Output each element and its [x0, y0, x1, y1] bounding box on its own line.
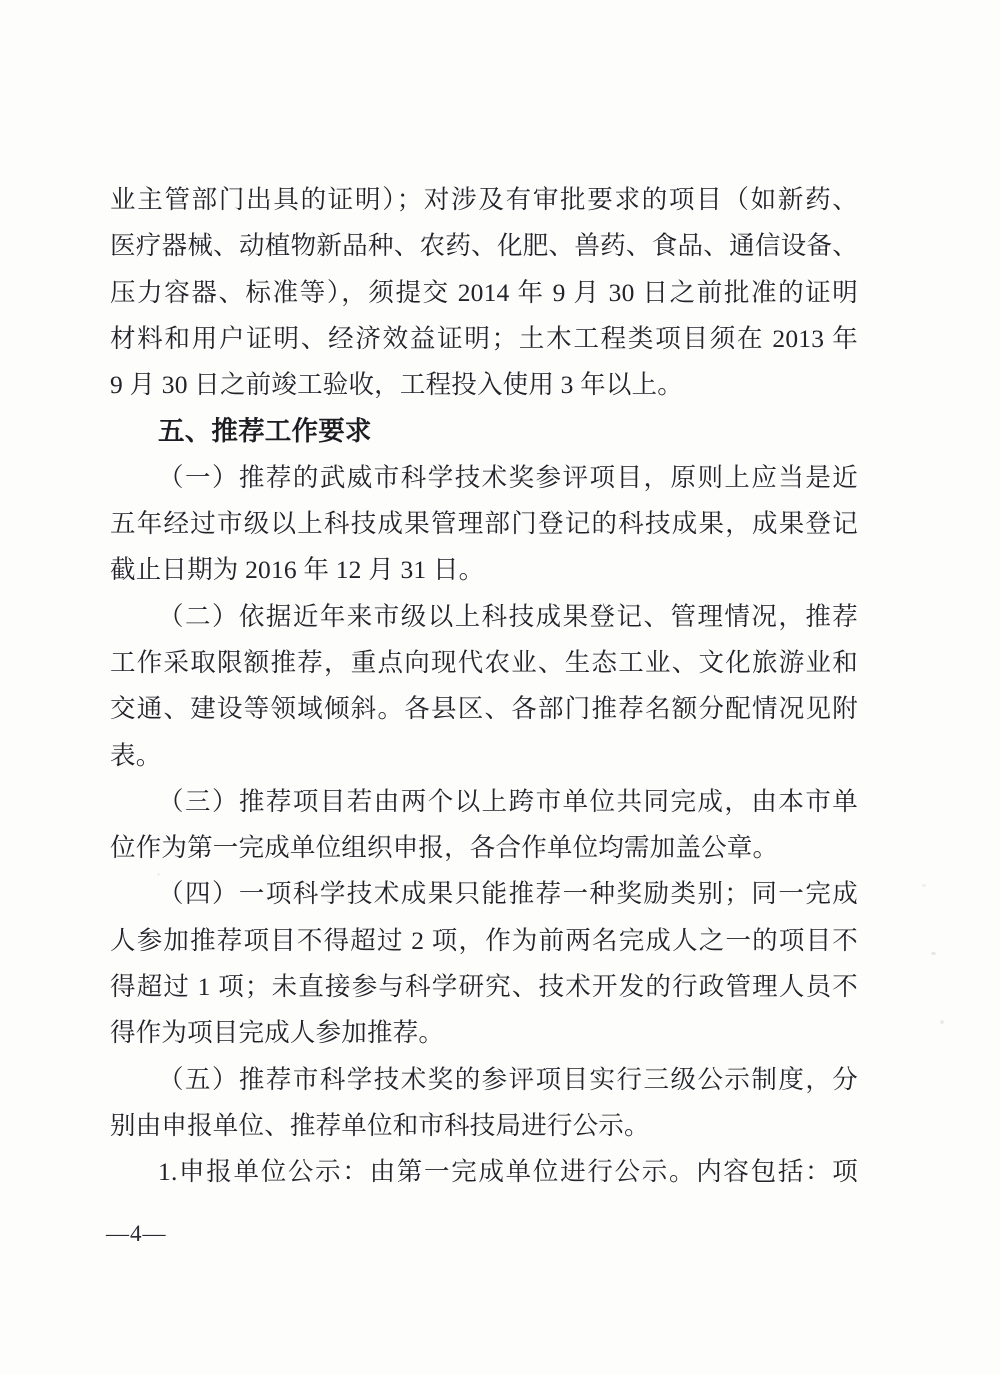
page-number: —4— — [106, 1221, 167, 1246]
text-line: 医疗器械、动植物新品种、农药、化肥、兽药、食品、通信设备、 — [110, 231, 858, 261]
scan-artifact — [922, 884, 926, 887]
text-line: 位作为第一完成单位组织申报，各合作单位均需加盖公章。 — [110, 833, 779, 863]
text-line: 截止日期为 2016 年 12 月 31 日。 — [110, 555, 485, 585]
text-line: 9 月 30 日之前竣工验收，工程投入使用 3 年以上。 — [110, 370, 683, 400]
text-line: 工作采取限额推荐，重点向现代农业、生态工业、文化旅游业和 — [110, 647, 858, 677]
text-line: 五、推荐工作要求 — [158, 416, 372, 447]
text-line: （二）依据近年来市级以上科技成果登记、管理情况，推荐 — [158, 601, 858, 631]
paragraph — [110, 594, 858, 779]
text-line: 材料和用户证明、经济效益证明；土木工程类项目须在 2013 年 — [110, 323, 858, 353]
text-line: （四）一项科学技术成果只能推荐一种奖励类别；同一完成 — [158, 879, 858, 909]
text-line: 业主管部门出具的证明）；对涉及有审批要求的项目（如新药、 — [110, 185, 858, 214]
text-line: 压力容器、标准等），须提交 2014 年 9 月 30 日之前批准的证明 — [110, 277, 858, 307]
paragraph — [110, 177, 858, 408]
scan-artifact — [940, 1020, 944, 1024]
paragraph — [110, 779, 858, 872]
scan-artifact — [931, 952, 936, 955]
text-line: 1.申报单位公示：由第一完成单位进行公示。内容包括：项 — [158, 1157, 858, 1187]
text-line: （五）推荐市科学技术奖的参评项目实行三级公示制度，分 — [158, 1064, 858, 1094]
scan-artifact — [157, 873, 160, 876]
text-line: 得超过 1 项；未直接参与科学研究、技术开发的行政管理人员不 — [110, 972, 858, 1002]
text-line: 交通、建设等领域倾斜。各县区、各部门推荐名额分配情况见附 — [110, 694, 858, 724]
text-line: （一）推荐的武威市科学技术奖参评项目，原则上应当是近 — [158, 462, 858, 492]
section-heading — [110, 408, 858, 454]
text-line: （三）推荐项目若由两个以上跨市单位共同完成，由本市单 — [158, 786, 858, 816]
text-line: 五年经过市级以上科技成果管理部门登记的科技成果，成果登记 — [110, 509, 858, 539]
text-line: 人参加推荐项目不得超过 2 项，作为前两名完成人之一的项目不 — [110, 925, 858, 955]
text-line: 表。 — [110, 740, 162, 770]
paragraph — [110, 455, 858, 594]
text-line: 得作为项目完成人参加推荐。 — [110, 1018, 445, 1048]
paragraph — [110, 871, 858, 1056]
text-block — [110, 177, 858, 1196]
paragraph — [110, 1057, 858, 1150]
text-line: 别由申报单位、推荐单位和市科技局进行公示。 — [110, 1110, 650, 1140]
paragraph — [110, 1149, 858, 1195]
